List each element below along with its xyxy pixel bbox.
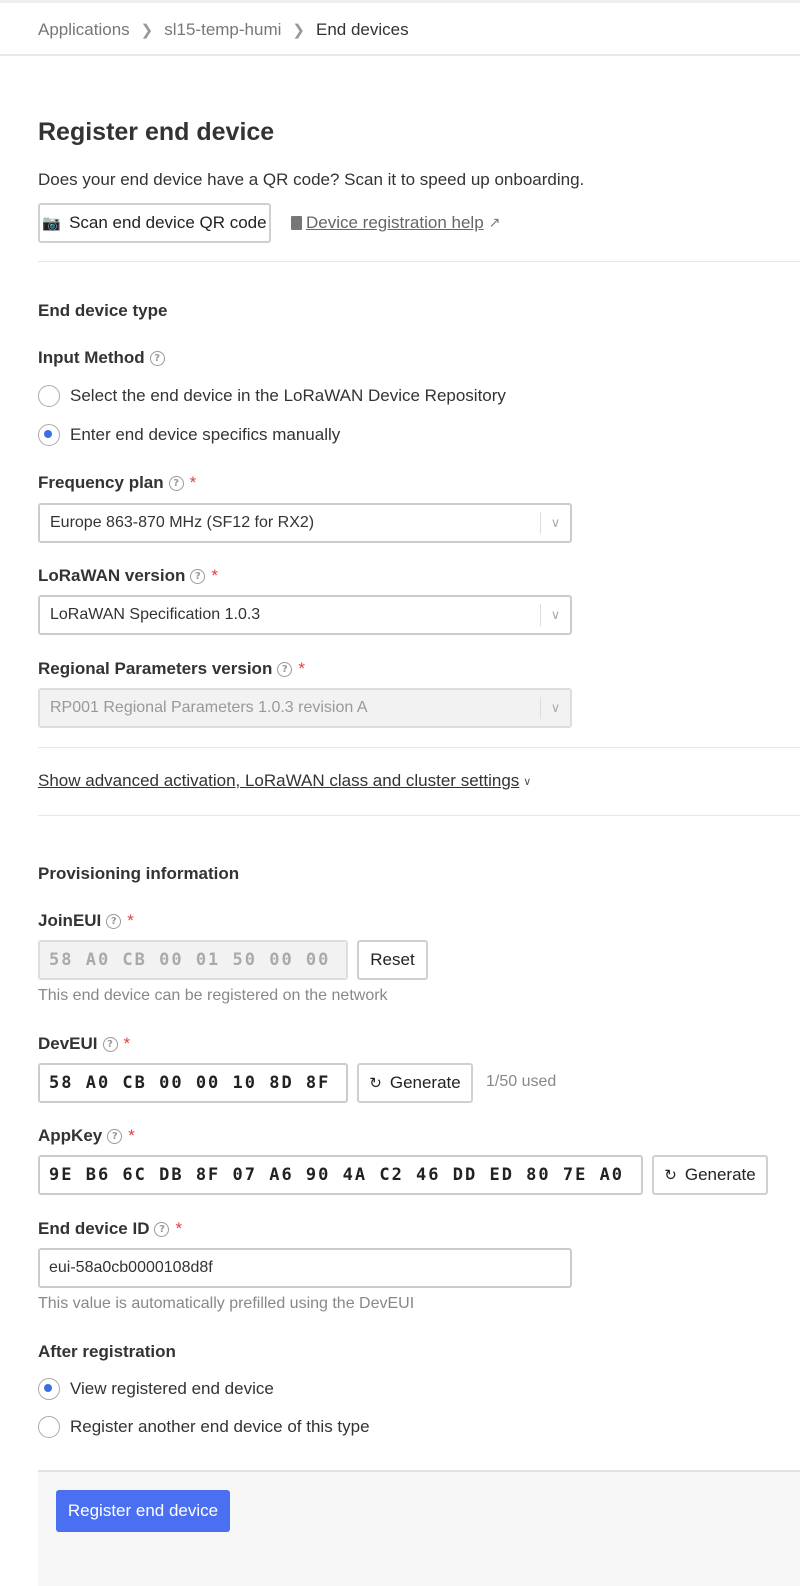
frequency-plan-label-text: Frequency plan bbox=[38, 473, 164, 492]
radio-label: View registered end device bbox=[70, 1379, 274, 1398]
help-icon[interactable]: ? bbox=[150, 351, 165, 366]
required-marker: * bbox=[298, 659, 305, 678]
radio-device-repository[interactable] bbox=[38, 385, 506, 407]
radio-label: Select the end device in the LoRaWAN Device Repository bbox=[70, 386, 506, 405]
generate-dev-eui-button[interactable] bbox=[357, 1063, 473, 1103]
chevron-right-icon: ❯ bbox=[140, 22, 154, 39]
end-device-id-hint: This value is automatically prefilled using the DevEUI bbox=[38, 1295, 415, 1312]
lorawan-version-value: LoRaWAN Specification 1.0.3 bbox=[50, 606, 261, 623]
join-eui-hint: This end device can be registered on the network bbox=[38, 987, 388, 1004]
end-device-id-label bbox=[38, 1219, 182, 1239]
device-registration-help-link[interactable] bbox=[291, 213, 500, 233]
form-footer bbox=[38, 1470, 800, 1586]
scan-qr-button[interactable] bbox=[38, 203, 271, 243]
join-eui-label-text: JoinEUI bbox=[38, 911, 102, 930]
required-marker: * bbox=[123, 1034, 131, 1053]
end-device-id-value: eui-58a0cb0000108d8f bbox=[49, 1259, 213, 1276]
end-device-id-input[interactable] bbox=[38, 1248, 572, 1288]
lorawan-version-label bbox=[38, 566, 218, 586]
reset-button[interactable] bbox=[357, 940, 428, 980]
join-eui-value: 58 A0 CB 00 01 50 00 00 bbox=[49, 950, 331, 970]
book-icon bbox=[291, 216, 302, 230]
divider bbox=[38, 747, 800, 748]
top-bar bbox=[0, 0, 800, 56]
chevron-down-icon: ∨ bbox=[540, 697, 570, 719]
help-icon[interactable]: ? bbox=[277, 662, 292, 677]
chevron-down-icon: ∨ bbox=[523, 774, 532, 788]
required-marker: * bbox=[127, 911, 134, 930]
help-icon[interactable]: ? bbox=[154, 1222, 169, 1237]
help-link-label: Device registration help bbox=[306, 213, 484, 232]
radio-button[interactable] bbox=[38, 385, 60, 407]
regional-parameters-label-text: Regional Parameters version bbox=[38, 659, 273, 678]
divider bbox=[38, 261, 800, 262]
breadcrumb-applications[interactable]: Applications bbox=[38, 20, 130, 39]
input-method-label bbox=[38, 348, 165, 368]
dev-eui-label-text: DevEUI bbox=[38, 1034, 98, 1053]
frequency-plan-value: Europe 863-870 MHz (SF12 for RX2) bbox=[50, 514, 315, 531]
chevron-down-icon: ∨ bbox=[540, 512, 570, 534]
radio-register-another[interactable] bbox=[38, 1416, 370, 1438]
generate-label: Generate bbox=[684, 1165, 756, 1184]
chevron-right-icon: ❯ bbox=[292, 22, 305, 39]
help-icon[interactable]: ? bbox=[107, 1129, 122, 1144]
after-registration-heading: After registration bbox=[38, 1342, 176, 1361]
end-device-type-heading: End device type bbox=[38, 301, 168, 320]
radio-button[interactable] bbox=[38, 424, 60, 446]
reset-label: Reset bbox=[370, 950, 415, 969]
page-title: Register end device bbox=[38, 118, 275, 146]
radio-label: Register another end device of this type bbox=[70, 1417, 370, 1436]
advanced-settings-toggle[interactable] bbox=[38, 771, 531, 791]
app-key-value: 9E B6 6C DB 8F 07 A6 90 4A C2 46 DD ED 80 7E A0 bbox=[49, 1165, 625, 1185]
required-marker: * bbox=[128, 1126, 135, 1145]
lorawan-version-select[interactable] bbox=[38, 595, 572, 635]
generate-app-key-button[interactable] bbox=[652, 1155, 768, 1195]
join-eui-input bbox=[38, 940, 348, 980]
help-icon[interactable]: ? bbox=[103, 1037, 118, 1052]
dev-eui-input[interactable] bbox=[38, 1063, 348, 1103]
divider bbox=[38, 815, 800, 816]
required-marker: * bbox=[189, 473, 197, 492]
app-key-label bbox=[38, 1126, 135, 1146]
regional-parameters-select bbox=[38, 688, 572, 728]
provisioning-heading: Provisioning information bbox=[38, 864, 240, 883]
regional-parameters-label bbox=[38, 659, 305, 679]
radio-manual[interactable] bbox=[38, 424, 340, 446]
breadcrumb-application[interactable]: sl15-temp-humi bbox=[164, 20, 282, 39]
frequency-plan-select[interactable] bbox=[38, 503, 572, 543]
help-icon[interactable]: ? bbox=[106, 914, 121, 929]
join-eui-label bbox=[38, 911, 134, 931]
qr-question: Does your end device have a QR code? Scan it to speed up onboarding. bbox=[38, 170, 585, 189]
register-end-device-button[interactable]: Register end device bbox=[56, 1490, 230, 1532]
refresh-icon: ↻ bbox=[664, 1166, 677, 1184]
help-icon[interactable]: ? bbox=[190, 569, 205, 584]
refresh-icon: ↻ bbox=[369, 1074, 382, 1092]
breadcrumb-end-devices: End devices bbox=[315, 20, 409, 39]
input-method-label-text: Input Method bbox=[38, 348, 145, 367]
scan-qr-label: Scan end device QR code bbox=[69, 213, 267, 232]
app-key-input[interactable] bbox=[38, 1155, 643, 1195]
advanced-settings-label: Show advanced activation, LoRaWAN class and cluster settings bbox=[38, 771, 520, 790]
external-link-icon: ↗ bbox=[488, 215, 501, 231]
breadcrumb bbox=[38, 20, 409, 40]
regional-parameters-value: RP001 Regional Parameters 1.0.3 revision A bbox=[50, 699, 368, 716]
camera-icon: 📷 bbox=[42, 214, 62, 232]
end-device-id-label-text: End device ID bbox=[38, 1219, 150, 1238]
dev-eui-label bbox=[38, 1034, 130, 1054]
dev-eui-usage: 1/50 used bbox=[486, 1073, 557, 1090]
lorawan-version-label-text: LoRaWAN version bbox=[38, 566, 186, 585]
radio-button[interactable] bbox=[38, 1416, 60, 1438]
chevron-down-icon: ∨ bbox=[540, 604, 570, 626]
help-icon[interactable]: ? bbox=[169, 476, 184, 491]
radio-view-registered[interactable] bbox=[38, 1378, 274, 1400]
radio-label: Enter end device specifics manually bbox=[70, 425, 341, 444]
required-marker: * bbox=[211, 566, 218, 585]
generate-label: Generate bbox=[389, 1073, 461, 1092]
dev-eui-value: 58 A0 CB 00 00 10 8D 8F bbox=[49, 1073, 331, 1093]
app-key-label-text: AppKey bbox=[38, 1126, 103, 1145]
radio-button[interactable] bbox=[38, 1378, 60, 1400]
required-marker: * bbox=[175, 1219, 183, 1238]
frequency-plan-label bbox=[38, 473, 196, 493]
